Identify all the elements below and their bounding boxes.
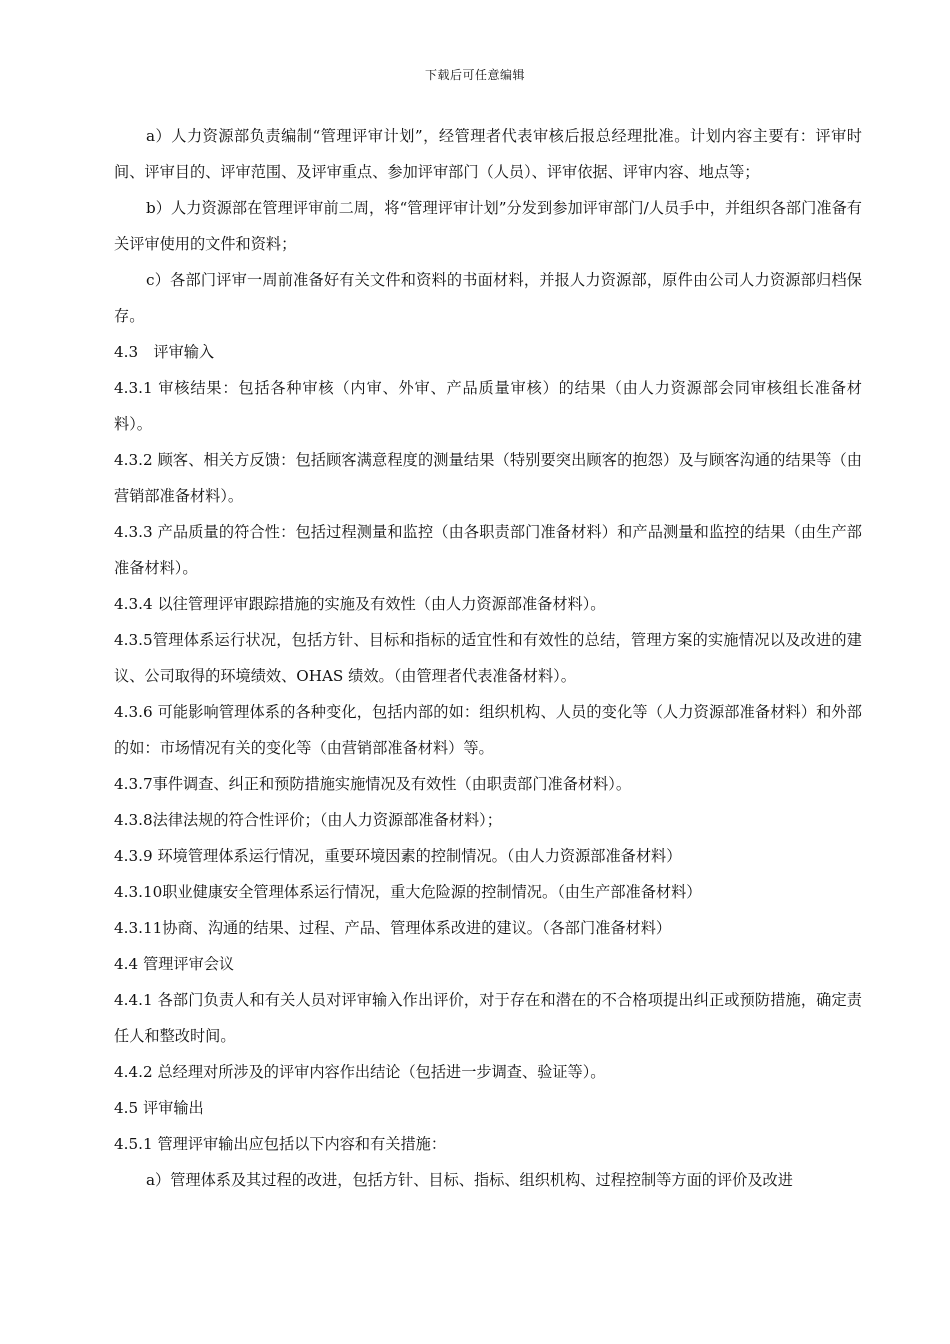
paragraph: 4.5.1 管理评审输出应包括以下内容和有关措施： — [114, 1135, 447, 1153]
paragraph: 4.3.10职业健康安全管理体系运行情况，重大危险源的控制情况。（由生产部准备材料） — [114, 883, 702, 901]
paragraph: 4.4.2 总经理对所涉及的评审内容作出结论（包括进一步调查、验证等）。 — [114, 1063, 606, 1081]
paragraph: 4.4 管理评审会议 — [114, 955, 235, 973]
paragraph: 4.3.11协商、沟通的结果、过程、产品、管理体系改进的建议。（各部门准备材料） — [114, 919, 672, 937]
paragraph: 4.3.9 环境管理体系运行情况，重要环境因素的控制情况。（由人力资源部准备材料） — [114, 847, 682, 865]
paragraph: 4.3.4 以往管理评审跟踪措施的实施及有效性（由人力资源部准备材料）。 — [114, 595, 606, 613]
document-body — [114, 118, 862, 1198]
paragraph: a）人力资源部负责编制“管理评审计划”，经管理者代表审核后报总经理批准。计划内容主要有：评审时间、评审目的、评审范围、及评审重点、参加评审部门（人员）、评审依据、评审内容、地点等； — [114, 127, 862, 181]
paragraph: 4.5 评审输出 — [114, 1099, 204, 1117]
paragraph: c）各部门评审一周前准备好有关文件和资料的书面材料，并报人力资源部，原件由公司人力资源部归档保存。 — [114, 271, 862, 325]
paragraph: 4.3.5管理体系运行状况，包括方针、目标和指标的适宜性和有效性的总结，管理方案的实施情况以及改进的建议、公司取得的环境绩效、OHAS 绩效。（由管理者代表准备材料）。 — [114, 631, 862, 685]
paragraph: 4.3.3 产品质量的符合性：包括过程测量和监控（由各职责部门准备材料）和产品测量和监控的结果（由生产部准备材料）。 — [114, 523, 862, 577]
page-header: 下载后可任意编辑 — [424, 68, 525, 82]
paragraph: 4.3.8法律法规的符合性评价；（由人力资源部准备材料）； — [114, 811, 502, 829]
paragraph: 4.3 评审输入 — [114, 343, 215, 361]
paragraph: 4.3.6 可能影响管理体系的各种变化，包括内部的如：组织机构、人员的变化等（人力资源部准备材料）和外部的如：市场情况有关的变化等（由营销部准备材料）等。 — [114, 703, 862, 757]
paragraph: 4.3.1 审核结果：包括各种审核（内审、外审、产品质量审核）的结果（由人力资源部会同审核组长准备材料）。 — [114, 379, 862, 433]
paragraph: a）管理体系及其过程的改进，包括方针、目标、指标、组织机构、过程控制等方面的评价及改进 — [146, 1171, 793, 1189]
paragraph: b）人力资源部在管理评审前二周，将“管理评审计划”分发到参加评审部门/人员手中，并组织各部门准备有关评审使用的文件和资料； — [114, 199, 862, 253]
paragraph: 4.3.7事件调查、纠正和预防措施实施情况及有效性（由职责部门准备材料）。 — [114, 775, 632, 793]
paragraph: 4.4.1 各部门负责人和有关人员对评审输入作出评价，对于存在和潜在的不合格项提出纠正或预防措施，确定责任人和整改时间。 — [114, 991, 862, 1045]
paragraph: 4.3.2 顾客、相关方反馈：包括顾客满意程度的测量结果（特别要突出顾客的抱怨）及与顾客沟通的结果等（由营销部准备材料）。 — [114, 451, 862, 505]
